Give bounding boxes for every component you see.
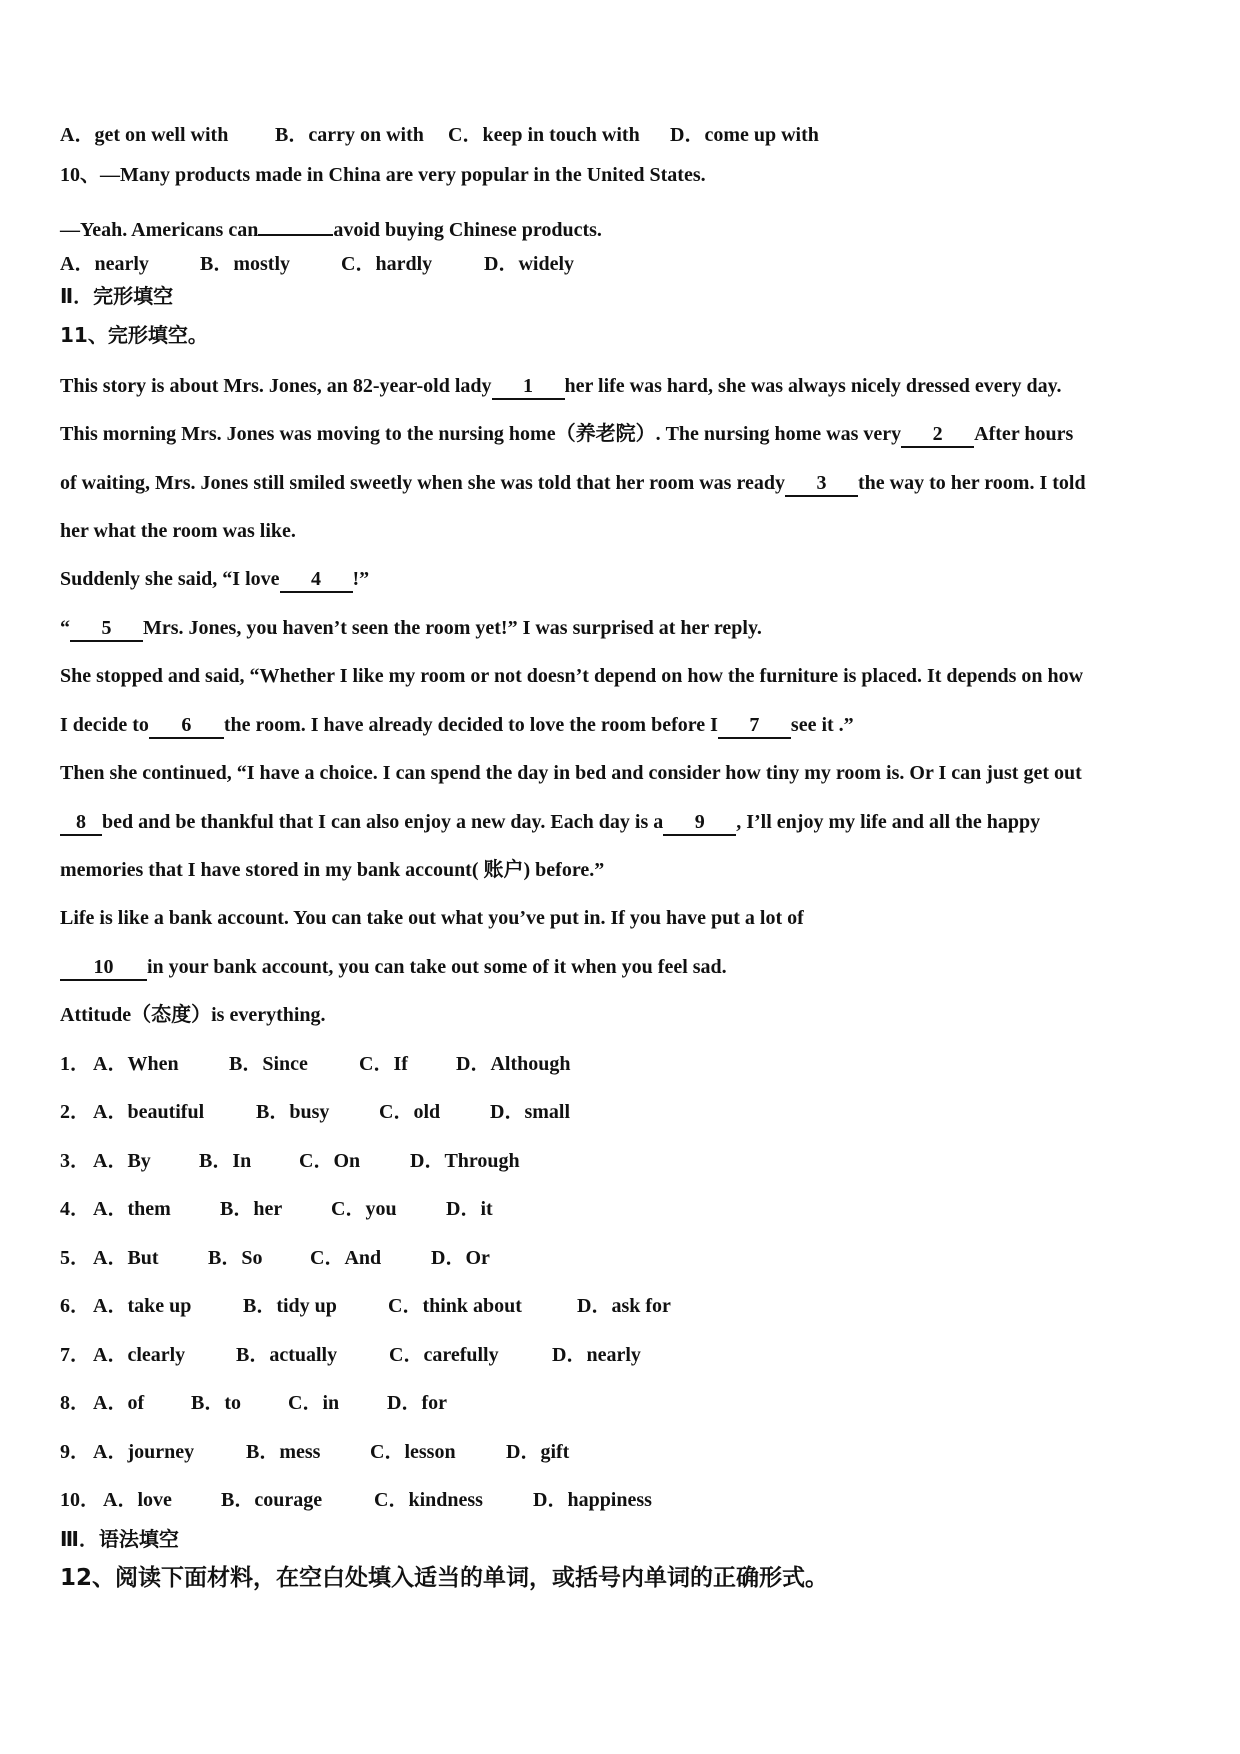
choice-option-b[interactable]: B．actually [236, 1344, 338, 1366]
passage-text: in your bank account, you can take out some of it when you feel sad. [147, 956, 727, 978]
q10-blank [258, 212, 333, 236]
choice-number: 1． [60, 1053, 90, 1075]
passage-line-8 [60, 713, 854, 739]
blank-10: 10 [60, 957, 147, 981]
passage-line-9: Then she continued, “I have a choice. I can spend the day in bed and consider how tiny my room is. Or I can just get out [60, 762, 1082, 784]
choice-option-d[interactable]: D．it [446, 1198, 493, 1220]
choice-option-d[interactable]: D．happiness [533, 1489, 652, 1511]
passage-line-4: her what the room was like. [60, 520, 296, 542]
blank-3: 3 [785, 473, 858, 497]
q9-option-d: D．come up with [670, 124, 819, 146]
choice-row-5 [60, 1246, 490, 1270]
section-2-title: Ⅱ．完形填空 [60, 284, 174, 308]
passage-text: Mrs. Jones, you haven’t seen the room yet!” I was surprised at her reply. [143, 617, 762, 639]
choice-option-b[interactable]: B．her [220, 1198, 283, 1220]
q9-option-c: C．keep in touch with [448, 124, 640, 146]
q10-answer-line [60, 212, 602, 242]
choice-number: 6． [60, 1295, 90, 1317]
passage-line-2 [60, 422, 1073, 448]
blank-8: 8 [60, 812, 102, 836]
passage-line-6 [60, 616, 762, 642]
passage-line-10 [60, 810, 1040, 836]
choice-option-b[interactable]: B．Since [229, 1053, 308, 1075]
choice-number: 9． [60, 1441, 90, 1463]
passage-text: of waiting, Mrs. Jones still smiled sweetly when she was told that her room was ready [60, 472, 785, 494]
choice-option-b[interactable]: B．mess [246, 1441, 321, 1463]
choice-row-1 [60, 1052, 570, 1076]
choice-option-b[interactable]: B．busy [256, 1101, 330, 1123]
choice-option-c[interactable]: C．If [359, 1053, 408, 1075]
choice-option-d[interactable]: D．small [490, 1101, 570, 1123]
passage-text: her life was hard, she was always nicely dressed every day. [564, 375, 1062, 397]
passage-text: see it .” [790, 714, 854, 736]
passage-text: Suddenly she said, “I love [60, 568, 280, 590]
choice-option-d[interactable]: D．Through [410, 1150, 520, 1172]
choice-row-6 [60, 1294, 671, 1318]
choice-option-c[interactable]: C．in [288, 1392, 340, 1414]
blank-9: 9 [663, 812, 736, 836]
choice-option-a[interactable]: A．journey [93, 1441, 195, 1463]
choice-option-c[interactable]: C．lesson [370, 1441, 456, 1463]
choice-row-10 [60, 1488, 652, 1512]
blank-5: 5 [70, 618, 143, 642]
passage-line-11: memories that I have stored in my bank account( 账户) before.” [60, 859, 605, 881]
choice-option-d[interactable]: D．Although [456, 1053, 571, 1075]
passage-line-12: Life is like a bank account. You can take out what you’ve put in. If you have put a lot of [60, 907, 804, 929]
choice-option-d[interactable]: D．Or [431, 1247, 490, 1269]
choice-number: 2． [60, 1101, 90, 1123]
choice-option-a[interactable]: A．When [93, 1053, 179, 1075]
passage-line-5 [60, 567, 369, 593]
choice-option-c[interactable]: C．And [310, 1247, 382, 1269]
q10-option-c: C．hardly [341, 253, 433, 275]
choice-number: 3． [60, 1150, 90, 1172]
choice-option-c[interactable]: C．you [331, 1198, 397, 1220]
choice-option-d[interactable]: D．gift [506, 1441, 570, 1463]
passage-text: bed and be thankful that I can also enjoy a new day. Each day is a [102, 811, 664, 833]
choice-option-a[interactable]: A．of [93, 1392, 145, 1414]
choice-option-c[interactable]: C．think about [388, 1295, 522, 1317]
choice-number: 8． [60, 1392, 90, 1414]
passage-text: !” [352, 568, 370, 590]
choice-option-b[interactable]: B．In [199, 1150, 252, 1172]
passage-line-14: Attitude（态度）is everything. [60, 1004, 326, 1026]
choice-option-c[interactable]: C．kindness [374, 1489, 483, 1511]
choice-option-d[interactable]: D．nearly [552, 1344, 641, 1366]
passage-line-1 [60, 374, 1062, 400]
choice-row-9 [60, 1440, 569, 1464]
blank-1: 1 [492, 376, 565, 400]
passage-text: the room. I have already decided to love the room before I [223, 714, 718, 736]
choice-option-d[interactable]: D．for [387, 1392, 447, 1414]
q9-options [60, 123, 819, 147]
choice-option-c[interactable]: C．carefully [389, 1344, 499, 1366]
choice-option-a[interactable]: A．clearly [93, 1344, 186, 1366]
choice-number: 7． [60, 1344, 90, 1366]
blank-6: 6 [149, 715, 224, 739]
q10-question: 10、—Many products made in China are very popular in the United States. [60, 164, 706, 186]
choice-row-8 [60, 1391, 447, 1415]
passage-text: This morning Mrs. Jones was moving to the nursing home（养老院）. The nursing home was very [60, 423, 902, 445]
q10-option-a: A．nearly [60, 253, 149, 275]
blank-4: 4 [280, 569, 353, 593]
choice-option-a[interactable]: A．beautiful [93, 1101, 205, 1123]
q10-text-pre: —Yeah. Americans can [60, 219, 259, 241]
choice-option-b[interactable]: B．to [191, 1392, 241, 1414]
choice-option-b[interactable]: B．So [208, 1247, 263, 1269]
blank-7: 7 [718, 715, 791, 739]
choice-option-a[interactable]: A．take up [93, 1295, 192, 1317]
q12-title: 12、阅读下面材料，在空白处填入适当的单词，或括号内单词的正确形式。 [60, 1565, 829, 1591]
choice-option-a[interactable]: A．them [93, 1198, 171, 1220]
q10-text-post: avoid buying Chinese products. [333, 219, 602, 241]
choice-option-a[interactable]: A．By [93, 1150, 151, 1172]
choice-option-a[interactable]: A．But [93, 1247, 159, 1269]
q11-title: 11、完形填空。 [60, 323, 208, 347]
choice-number: 4． [60, 1198, 90, 1220]
passage-text: “ [60, 617, 70, 639]
passage-text: I decide to [60, 714, 149, 736]
choice-option-a[interactable]: A．love [103, 1489, 172, 1511]
q9-option-a: A．get on well with [60, 124, 229, 146]
choice-row-3 [60, 1149, 520, 1173]
passage-text: This story is about Mrs. Jones, an 82-year-old lady [60, 375, 492, 397]
passage-line-13 [60, 955, 727, 981]
choice-option-b[interactable]: B．courage [221, 1489, 323, 1511]
passage-text: the way to her room. I told [857, 472, 1086, 494]
choice-row-4 [60, 1197, 493, 1221]
choice-row-7 [60, 1343, 641, 1367]
passage-line-3 [60, 471, 1086, 497]
passage-text: After hours [974, 423, 1074, 445]
q10-options [60, 252, 574, 276]
choice-option-c[interactable]: C．On [299, 1150, 361, 1172]
choice-row-2 [60, 1100, 570, 1124]
passage-text: , I’ll enjoy my life and all the happy [736, 811, 1041, 833]
q10-option-d: D．widely [484, 253, 574, 275]
choice-option-c[interactable]: C．old [379, 1101, 441, 1123]
blank-2: 2 [901, 424, 974, 448]
q10-option-b: B．mostly [200, 253, 290, 275]
passage-line-7: She stopped and said, “Whether I like my room or not doesn’t depend on how the furniture is placed. It depends on how [60, 665, 1084, 687]
choice-number: 5． [60, 1247, 90, 1269]
choice-number: 10． [60, 1489, 100, 1511]
q9-option-b: B．carry on with [275, 124, 424, 146]
section-3-title: Ⅲ．语法填空 [60, 1527, 179, 1551]
choice-option-b[interactable]: B．tidy up [243, 1295, 337, 1317]
choice-option-d[interactable]: D．ask for [577, 1295, 671, 1317]
